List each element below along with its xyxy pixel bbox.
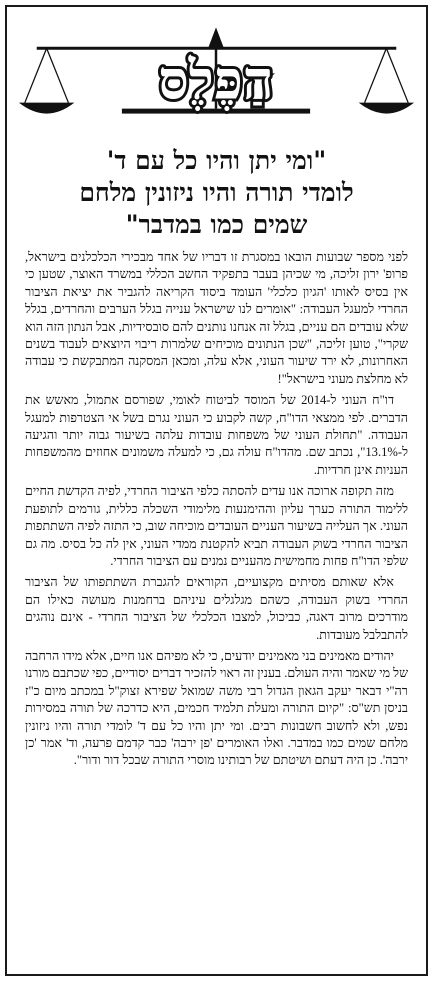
paragraph: מזה תקופה ארוכה אנו עדים להסתה כלפי הציבור החרדי, לפיה הקדשת החיים ללימוד התורה כערך עליון וההימנעות מלימודי השכלה כללית, גורמים לתופעת העוני. אך העלייה בשיעור העניים העובדים מוכיחה שוב, כי התזה לפיה השתתפות הציבור החרדי בשוק העבודה תביא להקטנת ממדי העוני, אין לה כל בסיס. מה גם שלפי הדו"ח פחות מחמישית מהעניים נמנים עם הציבור החרדי. bbox=[25, 484, 408, 568]
paragraph: דו"ח העוני ל-2014 של המוסד לביטוח לאומי, שפורסם אתמול, מאשש את הדברים. לפי ממצאי הדו"ח, קשה לקבוע כי העוני נגרם בשל אי הצטרפות למעגל העבודה. "תחולת העוני של משפחות עובדות עלתה בשיעור גבוה יותר והגיעה ל-13.1%", נכתב שם. מהדו"ח עולה גם, כי למעלה משמונים אחוזים מהמשפחות העניות אינן חרדיות. bbox=[25, 393, 408, 477]
logo-wordmark: הַפֶּלֶס bbox=[158, 48, 274, 112]
headline-line: לומדי תורה והיו ניזונין מלחם bbox=[79, 178, 354, 207]
article-body bbox=[25, 249, 408, 774]
paragraph: אלא שאותם מסיתים מקצועיים, הקוראים להגברת השתתפותו של הציבור החרדי בשוק העבודה, כשהם מגלגלים עיניהם ברחמנות מעושה כאילו הם מודרכים מרוב דאגה, כביכול, למצבו הכלכלי של הציבור החרדי - אינם נוהגים להתבלבל מעובדות. bbox=[25, 575, 408, 642]
headline bbox=[21, 145, 412, 241]
paragraph: לפני מספר שבועות הובאו במסגרת זו דבריו של אחד מבכירי הכלכלנים בישראל, פרופ' ירון זליכה, מי שכיהן בעבר בתפקיד החשב הכללי במשרד האוצר, שטען כי אין בסיס לאותו 'הגיון כלכלי' העומד ביסוד הקריאה להגביר את יציאת הציבור החרדי למעגל העבודה: "אומרים לנו שישראל ענייה בגלל הערבים והחרדים, בגלל שלא עובדים הם עניים, בגלל זה אנחנו נותנים להם סובסידיות, אבל הנתון הזה הוא שקרי", טוען זליכה, "שכן הנתונים מוכיחים שלמרות ריבוי היוצאים לעבוד בשנים האחרונות, לא ירד שיעור העוני, אלא עלה, ומכאן המסקנה המתבקשת כי עבודה לא מחלצת מעוני בישראל"! bbox=[25, 250, 408, 386]
article-frame bbox=[5, 5, 428, 976]
headline-line: "ומי יתן והיו כל עם ד' bbox=[106, 146, 327, 175]
headline-line: שמים כמו במדבר" bbox=[125, 210, 308, 239]
paragraph: יהודים מאמינים בני מאמינים יודעים, כי לא מפיהם אנו חיים, אלא מידו הרחבה של מי שאמר והיה העולם. בענין זה ראוי להזכיר דברים יסודיים, כפי שכתבם מורנו רה"י דבאר יעקב הגאון הגדול רבי משה שמואל שפירא זצוק"ל במכתב מיום כ"ז בניסן תש"ס: "קיום התורה ומעלת תלמיד חכמים, היא כדרכה של תורה במסירות נפש, ולא לחשוב חשבונות רבים. ומי יתן והיו כל עם ד' לומדי תורה והיו ניזונין מלחם שמים כמו במדבר. ואלו האומרים 'פן ירבה' כבר קדמם פרעה, וד' אמר 'כן ירבה'. כן היה דעתם ושיטתם של רבותינו מוסרי התורה שבכל דור ודור". bbox=[24, 648, 408, 768]
logo-balance-scale bbox=[7, 7, 426, 132]
